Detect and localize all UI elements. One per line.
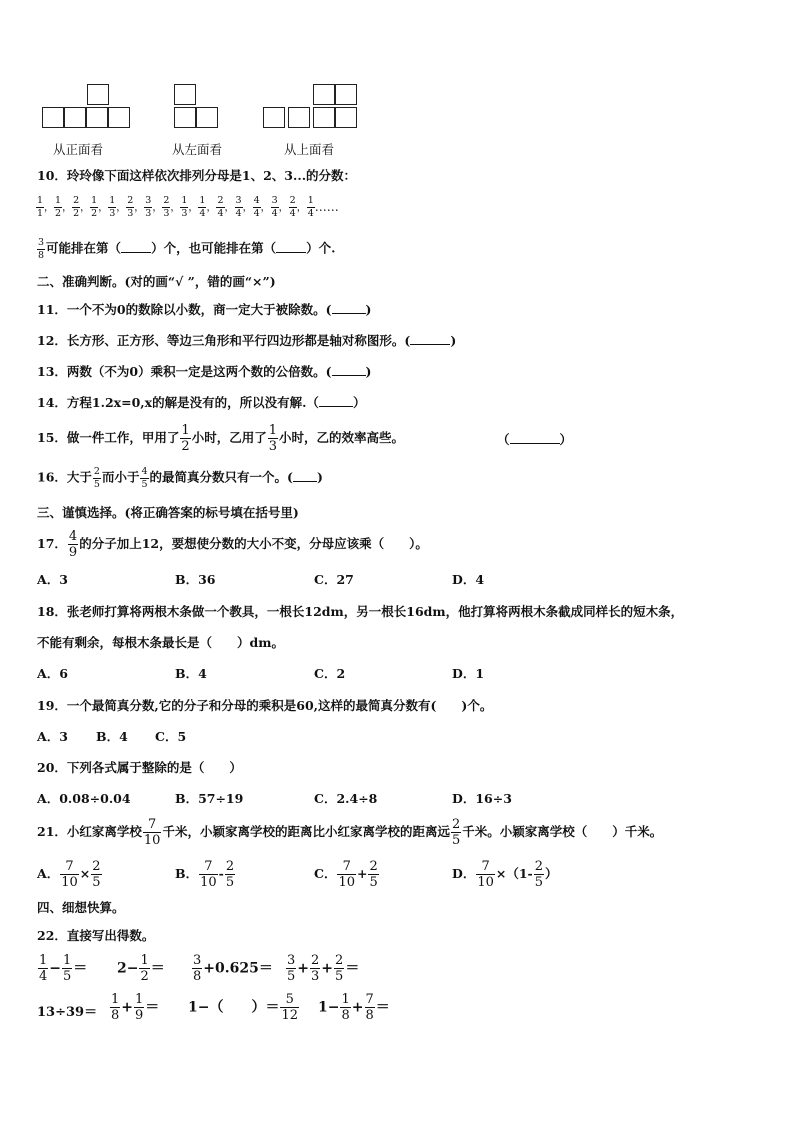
q22-expr-2: 2− $\frac{1}{2}$ ＝ (117, 953, 165, 984)
q10-fraction-sequence: $\frac{1}{1}$ ， $\frac{1}{2}$ ， $\frac{2}{2}$ ， $\frac{1}{2}$ ， $\frac{1}{3}$ ， $\frac{2}{3}$ ， $\frac{3}{3}$ ， $\frac{2}{3}$ ， $\frac{1}{3}$ ， $\frac{1}{4}$ ， $\frac{2}{4}$ ， $\frac{3}{4}$ ， $\frac{4}{4}$ ， $\frac{3}{4}$ ， $\frac{2}{4}$ ， $\frac{1}{4}$ …… (37, 195, 339, 219)
sequence-fraction: $\frac{3}{4}$ (271, 195, 278, 219)
q18-line-1: 18．张老师打算将两根木条做一个教具，一根长12dm，另一根长16dm，他打算将两根木条截成同样长的短木条， (37, 604, 684, 619)
q14: 14．方程1.2x=0,x的解是没有的，所以没有解.（ ） (37, 395, 366, 410)
q16-blank[interactable] (293, 469, 317, 482)
q11: 11．一个不为0的数除以小数，商一定大于被除数。( ) (37, 302, 372, 317)
q12: 12．长方形、正方形、等边三角形和平行四边形都是轴对称图形。( ) (37, 333, 457, 348)
q12-blank[interactable] (410, 332, 450, 345)
q19: 19．一个最简真分数,它的分子和分母的乘积是60,这样的最简真分数有( )个。 (37, 698, 493, 713)
q10-fraction: $\frac{3}{8}$ (38, 237, 45, 261)
q22-expr-4: $\frac{3}{5}$ + $\frac{2}{3}$ + $\frac{2}{5}$ ＝ (287, 953, 360, 984)
q22-expr-1: $\frac{1}{4}$ − $\frac{1}{5}$ ＝ (39, 953, 88, 984)
q11-blank[interactable] (332, 301, 366, 314)
q13-blank[interactable] (332, 363, 366, 376)
left-view-label: 从左面看 (172, 142, 223, 157)
sequence-fraction: $\frac{4}{4}$ (253, 195, 260, 219)
sequence-fraction: $\frac{1}{1}$ (37, 195, 44, 219)
q13: 13．两数（不为0）乘积一定是这两个数的公倍数。( ) (37, 364, 372, 379)
q18-option-d[interactable]: D．1 (452, 666, 485, 681)
sequence-fraction: $\frac{3}{4}$ (235, 195, 242, 219)
sequence-fraction: $\frac{2}{2}$ (73, 195, 80, 219)
q10-blank-1[interactable] (121, 240, 151, 253)
q17: 17． $\frac{4}{9}$ 的分子加上12，要想使分数的大小不变，分母应该乘（ ）。 (37, 529, 428, 560)
q21-option-b[interactable]: B． $\frac{7}{10}$ - $\frac{2}{5}$ (175, 859, 235, 890)
q22-expr-8: 1− $\frac{1}{8}$ + $\frac{7}{8}$ ＝ (318, 992, 390, 1023)
q18-option-b[interactable]: B．4 (175, 666, 207, 681)
q15-answer: （ ） (497, 432, 573, 447)
q17-option-a[interactable]: A．3 (37, 572, 68, 587)
sequence-fraction: $\frac{1}{4}$ (199, 195, 206, 219)
q17-option-c[interactable]: C．27 (314, 572, 354, 587)
sequence-fraction: $\frac{2}{4}$ (289, 195, 296, 219)
q15-blank[interactable] (510, 431, 560, 444)
q18-option-a[interactable]: A．6 (37, 666, 68, 681)
q10-text: 10．玲玲像下面这样依次排列分母是1、2、3...的分数： (37, 168, 357, 183)
front-view-drawing (42, 84, 132, 132)
sequence-fraction: $\frac{2}{3}$ (127, 195, 134, 219)
sequence-fraction: $\frac{1}{3}$ (181, 195, 188, 219)
q14-blank[interactable] (319, 394, 353, 407)
q17-option-d[interactable]: D．4 (452, 572, 485, 587)
q21-option-d[interactable]: D． $\frac{7}{10}$ ×（1- $\frac{2}{5}$ ） (452, 859, 558, 890)
q20-option-b[interactable]: B．57÷19 (175, 791, 244, 806)
q22-expr-7: 1−（ ）＝ $\frac{5}{12}$ (188, 992, 299, 1023)
q20: 20．下列各式属于整除的是（ ） (37, 760, 242, 775)
sequence-fraction: $\frac{1}{2}$ (91, 195, 98, 219)
q22-title: 22．直接写出得数。 (37, 928, 155, 943)
q18-option-c[interactable]: C．2 (314, 666, 346, 681)
q20-option-c[interactable]: C．2.4÷8 (314, 791, 378, 806)
sequence-fraction: $\frac{2}{4}$ (217, 195, 224, 219)
top-view-label: 从上面看 (284, 142, 335, 157)
sequence-ellipsis: …… (314, 200, 339, 214)
sequence-fraction: $\frac{3}{3}$ (145, 195, 152, 219)
left-view-drawing (174, 84, 224, 132)
sequence-fraction: $\frac{1}{3}$ (109, 195, 116, 219)
sequence-fraction: $\frac{1}{2}$ (55, 195, 62, 219)
q22-expr-6: $\frac{1}{8}$ + $\frac{1}{9}$ ＝ (111, 992, 160, 1023)
q19-option-c[interactable]: C．5 (155, 729, 187, 744)
q20-option-d[interactable]: D．16÷3 (452, 791, 512, 806)
q19-option-b[interactable]: B．4 (96, 729, 128, 744)
q22-expr-3: $\frac{3}{8}$ +0.625＝ (193, 953, 273, 984)
q10-answer-line: $\frac{3}{8}$ 可能排在第（ ）个，也可能排在第（ ）个. (38, 237, 336, 261)
section-3-heading: 三、谨慎选择。(将正确答案的标号填在括号里) (37, 505, 299, 520)
section-4-heading: 四、细想快算。 (37, 900, 125, 915)
q15: 15．做一件工作，甲用了 $\frac{1}{2}$ 小时，乙用了 $\frac{1}{3}$ 小时，乙的效率高些。 (37, 423, 404, 454)
q18-line-2: 不能有剩余，每根木条最长是（ ）dm。 (37, 635, 284, 650)
q10-blank-2[interactable] (276, 240, 306, 253)
q21-option-c[interactable]: C． $\frac{7}{10}$ + $\frac{2}{5}$ (314, 859, 378, 890)
section-2-heading: 二、准确判断。(对的画“√ ”，错的画“×”) (37, 274, 276, 289)
front-view-label: 从正面看 (53, 142, 104, 157)
q21-option-a[interactable]: A． $\frac{7}{10}$ × $\frac{2}{5}$ (37, 859, 101, 890)
q22-expr-5: 13÷39＝ (37, 1005, 98, 1020)
q20-option-a[interactable]: A．0.08÷0.04 (37, 791, 131, 806)
q21: 21．小红家离学校 $\frac{7}{10}$ 千米，小颖家离学校的距离比小红家离学校的距离远 $\frac{2}{5}$ 千米。小颖家离学校（ ）千米。 (37, 817, 663, 848)
sequence-fraction: $\frac{1}{4}$ (307, 195, 314, 219)
top-view-drawing (263, 84, 363, 132)
sequence-fraction: $\frac{2}{3}$ (163, 195, 170, 219)
q17-option-b[interactable]: B．36 (175, 572, 216, 587)
q16: 16．大于 $\frac{2}{5}$ 而小于 $\frac{4}{5}$ 的最简真分数只有一个。( ) (37, 466, 323, 490)
q19-option-a[interactable]: A．3 (37, 729, 68, 744)
